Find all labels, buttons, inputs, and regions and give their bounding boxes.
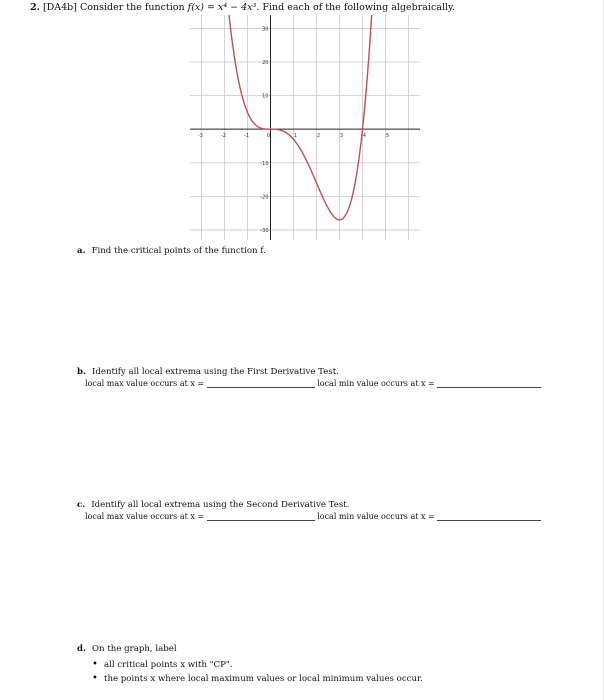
part-b-max-blank[interactable] <box>207 379 315 388</box>
part-c-max-text: local max value occurs at x = <box>85 512 205 521</box>
part-d-bullets <box>92 660 423 688</box>
part-c-min-blank[interactable] <box>437 512 541 521</box>
problem-statement <box>30 2 455 13</box>
x-tick-label: 0 <box>266 133 271 140</box>
x-tick-label: -3 <box>198 133 203 140</box>
part-c-min-text: local min value occurs at x = <box>317 512 435 521</box>
function-curve <box>228 15 372 220</box>
list-item: • the points x where local maximum values or local minimum values occur. <box>92 674 423 688</box>
part-d-text: On the graph, label <box>92 644 177 654</box>
part-c-label: c. <box>77 500 86 510</box>
part-c-text: Identify all local extrema using the Second Derivative Test. <box>91 500 350 510</box>
graph-svg <box>190 15 420 240</box>
part-b-max-text: local max value occurs at x = <box>85 379 205 388</box>
problem-tag: [DA4b] <box>42 2 77 13</box>
part-b-text: Identify all local extrema using the First Derivative Test. <box>92 367 339 377</box>
x-tick-label: -2 <box>221 133 226 140</box>
y-tick-label: 10 <box>262 93 269 100</box>
list-item: • all critical points x with "CP". <box>92 660 423 674</box>
x-tick-label: 1 <box>293 133 298 140</box>
part-b <box>77 367 339 377</box>
x-tick-label: 2 <box>316 133 321 140</box>
x-tick-label: -1 <box>244 133 249 140</box>
problem-number: 2. <box>30 2 40 13</box>
y-tick-label: 20 <box>262 60 269 67</box>
part-b-min-blank[interactable] <box>437 379 541 388</box>
problem-instruction: Find each of the following algebraically. <box>262 2 456 13</box>
part-a-label: a. <box>77 246 86 256</box>
part-a-text: Find the critical points of the function f. <box>91 246 266 256</box>
function-graph <box>190 15 420 240</box>
y-tick-label: 30 <box>262 26 269 33</box>
function-expression: f(x) = x⁴ − 4x³. <box>187 2 260 13</box>
x-tick-label: 4 <box>362 133 367 140</box>
part-d <box>77 644 177 654</box>
problem-intro: Consider the function <box>80 2 185 13</box>
part-b-label: b. <box>77 367 87 377</box>
part-d-label: d. <box>77 644 87 654</box>
y-tick-label: -10 <box>260 160 269 167</box>
part-b-answers <box>85 379 541 388</box>
part-c-max-blank[interactable] <box>207 512 315 521</box>
part-c-answers <box>85 512 541 521</box>
part-c <box>77 500 349 510</box>
y-tick-label: -20 <box>260 194 269 201</box>
y-tick-label: -30 <box>260 227 269 234</box>
x-tick-label: 5 <box>385 133 390 140</box>
part-b-min-text: local min value occurs at x = <box>317 379 435 388</box>
x-tick-label: 3 <box>339 133 344 140</box>
part-a <box>77 246 266 256</box>
